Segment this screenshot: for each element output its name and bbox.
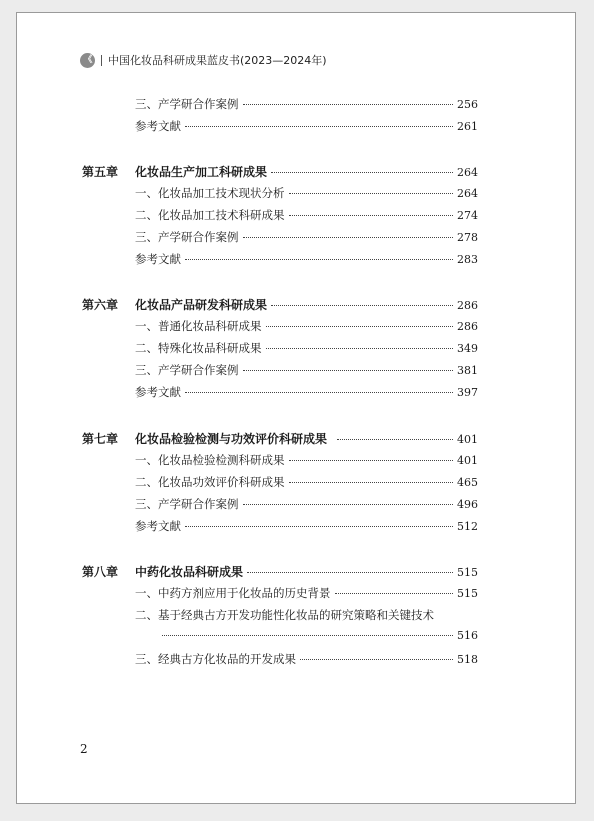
chapter-page: 515 xyxy=(457,566,478,579)
toc-entry-page: 274 xyxy=(457,209,478,222)
toc-entry[interactable] xyxy=(82,362,478,382)
leader-dots xyxy=(289,215,454,216)
chapter-page: 264 xyxy=(457,166,478,179)
toc-entry-page: 256 xyxy=(457,98,478,111)
toc-entry-page: 518 xyxy=(457,653,478,666)
toc-entry[interactable] xyxy=(82,518,478,538)
leader-dots xyxy=(185,392,453,393)
toc-entry-label: 三、经典古方化妆品的开发成果 xyxy=(135,652,296,666)
toc-entry-wrapped[interactable] xyxy=(82,607,478,627)
toc-entry-page: 349 xyxy=(457,342,478,355)
toc-entry[interactable] xyxy=(82,207,478,227)
toc-entry-page: 286 xyxy=(457,320,478,333)
toc-entry-label: 二、基于经典古方开发功能性化妆品的研究策略和关键技术 xyxy=(135,608,434,622)
leader-dots xyxy=(271,172,453,173)
toc-chapter-8[interactable] xyxy=(82,563,478,583)
leader-dots xyxy=(289,193,454,194)
toc-entry-label: 一、化妆品检验检测科研成果 xyxy=(135,453,285,467)
chapter-number: 第六章 xyxy=(82,298,119,312)
toc-entry-page: 465 xyxy=(457,476,478,489)
toc-entry-label: 三、产学研合作案例 xyxy=(135,97,239,111)
toc-entry[interactable] xyxy=(82,318,478,338)
toc-entry[interactable] xyxy=(82,585,478,605)
toc-entry-page: 515 xyxy=(457,587,478,600)
chapter-title: 中药化妆品科研成果 xyxy=(135,565,244,579)
chapter-title: 化妆品产品研发科研成果 xyxy=(135,298,268,312)
header-divider xyxy=(101,55,102,66)
toc-entry[interactable] xyxy=(82,452,478,472)
chapter-page: 286 xyxy=(457,299,478,312)
toc-entry-page: 261 xyxy=(457,120,478,133)
leader-dots xyxy=(289,482,454,483)
toc-entry-label: 二、化妆品功效评价科研成果 xyxy=(135,475,285,489)
toc-entry-label: 二、特殊化妆品科研成果 xyxy=(135,341,262,355)
running-header xyxy=(80,52,327,68)
leader-dots xyxy=(247,572,453,573)
toc-chapter-7[interactable] xyxy=(82,430,478,450)
toc-entry-label: 二、化妆品加工技术科研成果 xyxy=(135,208,285,222)
toc-entry[interactable] xyxy=(82,496,478,516)
leader-dots xyxy=(243,370,454,371)
toc-entry-label: 三、产学研合作案例 xyxy=(135,497,239,511)
toc-entry-label: 三、产学研合作案例 xyxy=(135,230,239,244)
toc-entry-label: 一、普通化妆品科研成果 xyxy=(135,319,262,333)
page-number: 2 xyxy=(80,742,88,756)
toc-entry[interactable] xyxy=(82,229,478,249)
toc-entry-label: 参考文献 xyxy=(135,519,181,533)
leader-dots xyxy=(243,504,454,505)
toc-chapter-6[interactable] xyxy=(82,296,478,316)
leader-dots xyxy=(266,348,454,349)
leader-dots xyxy=(266,326,454,327)
chapter-title: 化妆品检验检测与功效评价科研成果 xyxy=(135,432,328,446)
toc-entry[interactable] xyxy=(82,185,478,205)
toc-entry-page: 278 xyxy=(457,231,478,244)
toc-entry[interactable] xyxy=(82,96,478,116)
leader-dots xyxy=(185,126,453,127)
toc-entry[interactable] xyxy=(82,118,478,138)
toc-entry-label: 参考文献 xyxy=(135,119,181,133)
toc-entry-page: 264 xyxy=(457,187,478,200)
book-title: 中国化妆品科研成果蓝皮书(2023—2024年) xyxy=(108,54,327,67)
toc-chapter-5[interactable] xyxy=(82,163,478,183)
toc-entry[interactable] xyxy=(82,340,478,360)
leader-dots xyxy=(271,305,453,306)
leader-dots xyxy=(289,460,454,461)
leader-dots xyxy=(243,104,454,105)
toc-entry-label: 参考文献 xyxy=(135,385,181,399)
leader-dots xyxy=(337,439,453,440)
chapter-number: 第八章 xyxy=(82,565,119,579)
toc-entry[interactable] xyxy=(82,474,478,494)
leader-dots xyxy=(185,259,453,260)
chapter-page: 401 xyxy=(457,433,478,446)
chapter-number: 第五章 xyxy=(82,165,119,179)
leader-dots xyxy=(162,635,453,636)
publisher-logo-icon: 《 xyxy=(80,53,95,68)
chapter-title: 化妆品生产加工科研成果 xyxy=(135,165,268,179)
toc-entry[interactable] xyxy=(82,651,478,671)
toc-entry-wrapped-leader[interactable] xyxy=(82,629,478,649)
toc-entry-label: 三、产学研合作案例 xyxy=(135,363,239,377)
toc-entry-label: 参考文献 xyxy=(135,252,181,266)
toc-entry-label: 一、化妆品加工技术现状分析 xyxy=(135,186,285,200)
toc-entry-page: 512 xyxy=(457,520,478,533)
toc-entry-page: 283 xyxy=(457,253,478,266)
toc-entry-page: 516 xyxy=(457,629,478,642)
toc-entry-page: 496 xyxy=(457,498,478,511)
chapter-number: 第七章 xyxy=(82,432,119,446)
toc-entry[interactable] xyxy=(82,384,478,404)
leader-dots xyxy=(243,237,454,238)
toc-entry-label: 一、中药方剂应用于化妆品的历史背景 xyxy=(135,586,331,600)
toc-entry-page: 401 xyxy=(457,454,478,467)
toc-entry-page: 381 xyxy=(457,364,478,377)
toc-entry[interactable] xyxy=(82,251,478,271)
leader-dots xyxy=(335,593,454,594)
leader-dots xyxy=(185,526,453,527)
toc-entry-page: 397 xyxy=(457,386,478,399)
leader-dots xyxy=(300,659,453,660)
